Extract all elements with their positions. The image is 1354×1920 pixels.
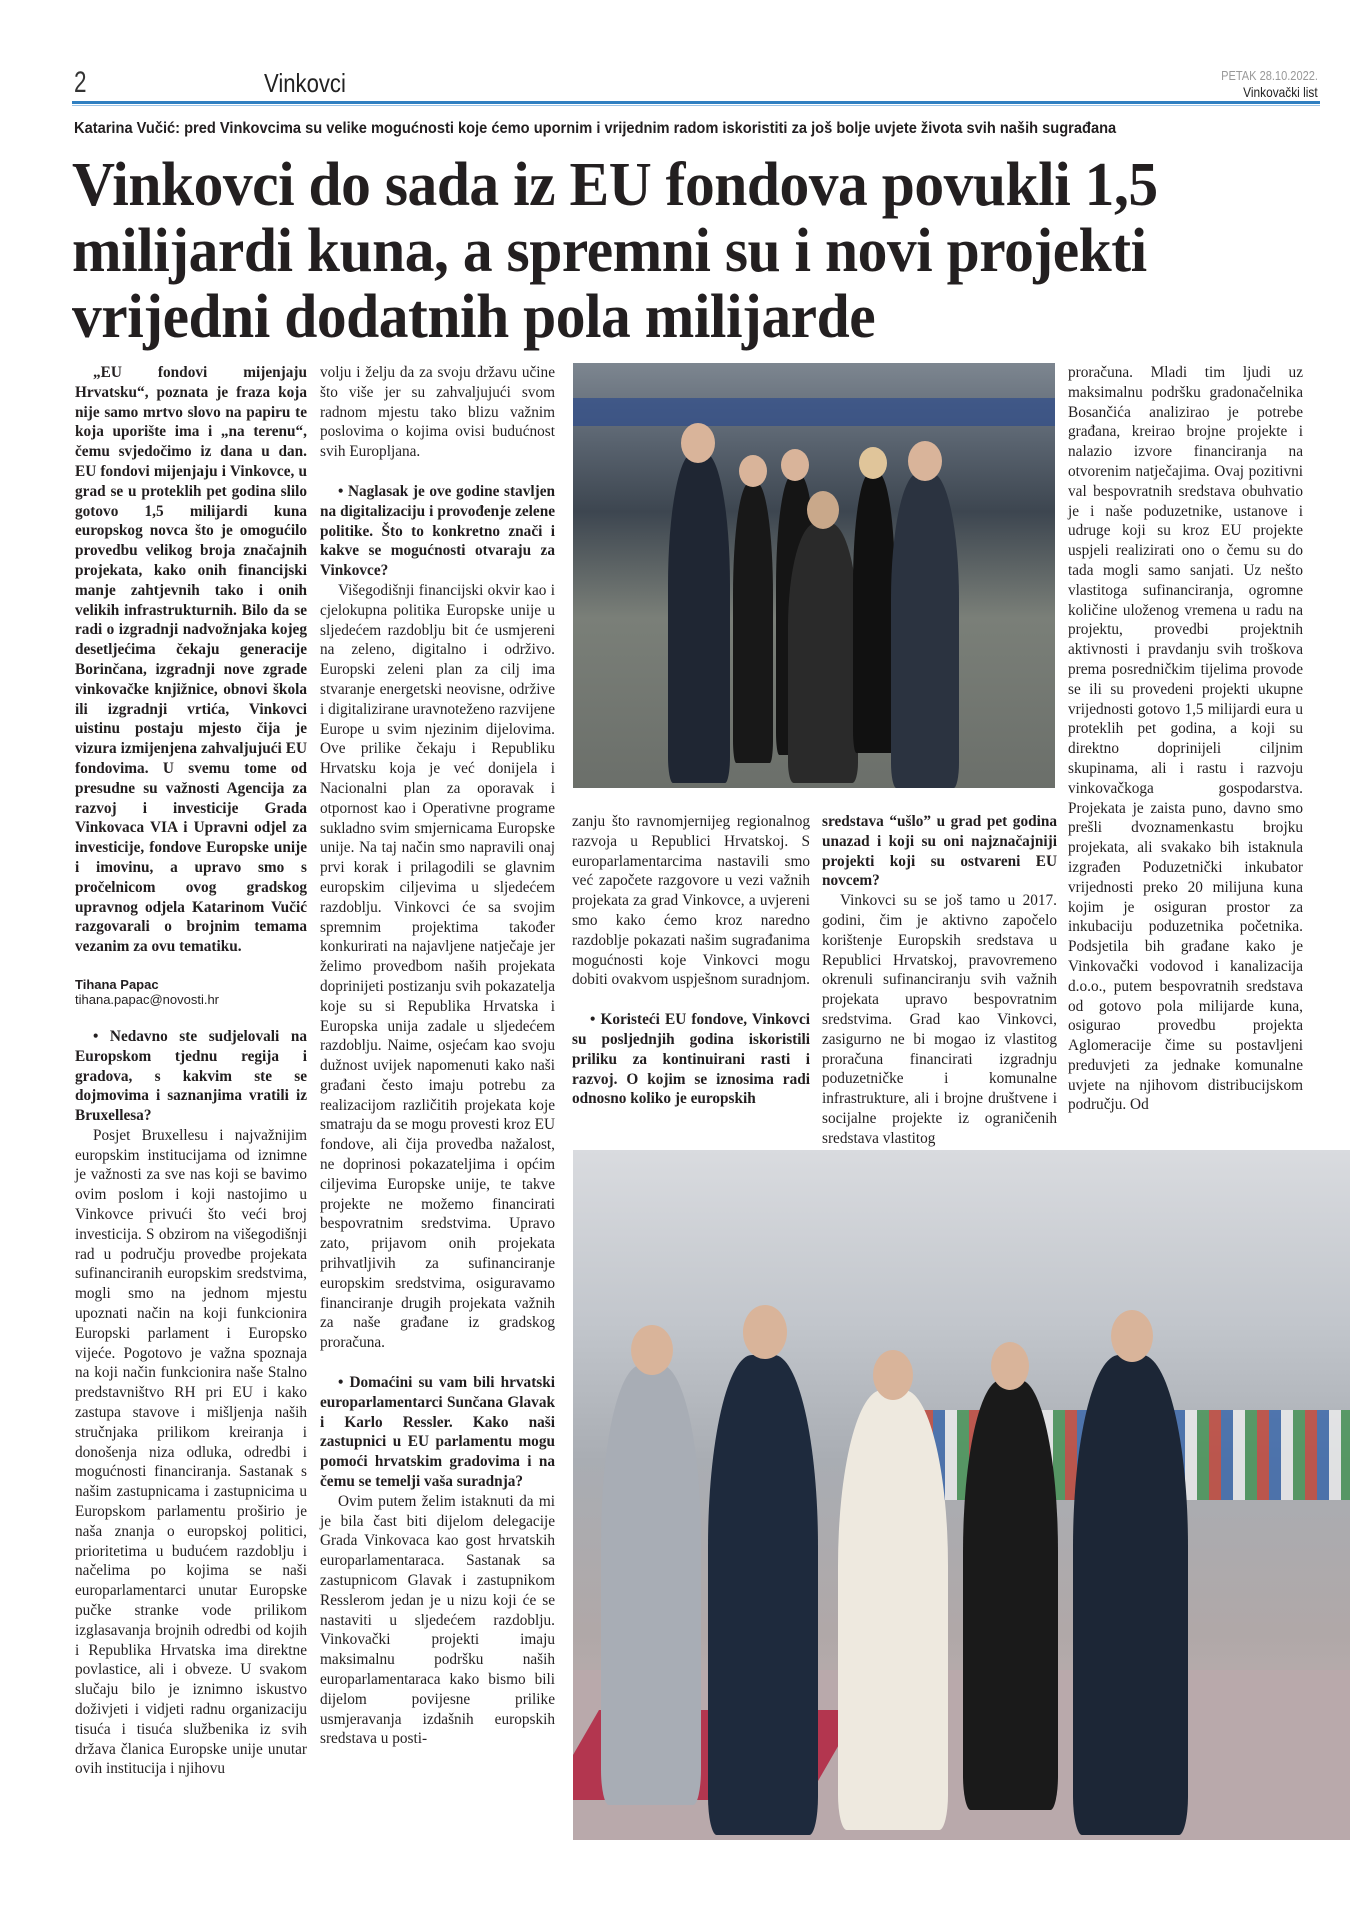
photo-person — [668, 453, 730, 783]
question-3: • Domaćini su vam bili hrvatski europarlamentarci Sunčana Glavak i Karlo Ressler. Kako naši zastupnici u EU parlamentu mogu pomoći hrvatskim gradovima i na čemu se temelji vaša suradnja? — [320, 1374, 555, 1491]
header-rule — [72, 101, 1320, 104]
photo-person — [838, 1390, 948, 1830]
photo-person — [733, 483, 773, 763]
answer-3-continued: zanju što ravnomjernijeg regionalnog razvoja u Republici Hrvatskoj. S europarlamentarcima nastavili smo već započete razgovore u vezi važnih projekata za grad Vinkovce, a uvjereni smo kako ćemo kroz naredno razdoblje pokazati našim sugrađanima mogućnosti koje Vinkovci mogu dobiti ovakvom uspješnom suradnjom. — [572, 813, 810, 989]
answer-4-continued: proračuna. Mladi tim ljudi uz maksimalnu podršku gradonačelnika Bosančića analizirao je potrebe građana, kreirao brojne projekte i nalazio izvore financiranja na otvorenim natječajima. Ovaj pozitivni val bespovratnih sredstava obuhvatio je i naše poduzetnike, ustanove i udruge koji su kroz EU projekte uspjeli realizirati ono o čemu su do tada mogli samo sanjati. Uz nešto vlastitoga sufinanciranja, ogromne količine uloženog vremena u radu na projektu, provedbi projektnih aktivnosti i pravdanju svih troškova prema posredničkim tijelima provode se ili su provedeni projekti ukupne vrijednosti gotovo 1,5 milijardi eura u proteklih pet godina, a koji su direktno doprinijeli ciljnim skupinama, ali i rastu i razvoju vinkovačkoga gospodarstva. Projekata je zaista puno, davno smo prešli dvoznamenkastu brojku projekata, ali svakako bih istaknula izgrađen Poduzetnički inkubator vrijednosti preko 20 milijuna kuna kojim je osiguran prostor za inkubaciju poduzetnika početnika. Podsjetila bih građane kako je Vinkovački vodovod i kanalizacija d.o.o., putem bespovratnih sredstava od gotovo pola milijarde kuna, osigurao provedbu projekta Aglomeracije čime su postavljeni preduvjeti za jednake komunalne uvjete na njihovom distribucijskom području. Od — [1068, 364, 1303, 1114]
photo-person — [853, 473, 895, 753]
photo-person — [1073, 1355, 1188, 1835]
photo-person-head — [807, 491, 839, 529]
photo-person-head — [908, 441, 942, 481]
issue-date: PETAK 28.10.2022. — [1221, 68, 1318, 83]
question-1: • Nedavno ste sudjelovali na Europskom tjednu regija i gradova, s kakvim ste se dojmovima i saznanjima vratili iz Bruxellesa? — [75, 1027, 307, 1125]
photo-person-head — [743, 1305, 787, 1359]
column-2 — [320, 363, 555, 1749]
answer-1: Posjet Bruxellesu i najvažnijim europskim institucijama od iznimne je važnosti za sve nas koji se bavimo ovim poslom i koji nastojimo u Vinkovce privući što veći broj investicija. S obzirom na višegodišnji rad u području provedbe projekata sufinanciranih europskim sredstvima, mogli smo na jednom mjestu upoznati način na koji funkcionira Europski parlament i Europsko vijeće. Pogotovo je važna spoznaja na koji način funkcionira naše Stalno predstavništvo RH pri EU i kako zastupa stavove i mišljenja naših stručnjaka prilikom kreiranja i donošenja niza odluka, odredbi i mogućnosti financiranja. Sastanak s našim zastupnicama i zastupnicima u Europskom parlamentu proširio je naša znanja o europskoj politici, prioritetima u budućem razdoblju i načelima po kojima se naši europarlamentarci unutar Europske pučke stranke vode prilikom izglasavanja brojnih odredbi od kojih i Republika Hrvatska ima direktne povlastice, ali i obveze. U svakom slučaju bilo je iznimno iskustvo doživjeti i vidjeti radnu organizaciju tisuća i tisuća službenika iz svih država članica Europske unije unutar ovih institucija i njihovu — [75, 1126, 307, 1778]
article-headline: Vinkovci do sada iz EU fondova povukli 1,5 milijardi kuna, a spremni su i novi projekti vrijedni dodatnih pola milijarde — [72, 151, 1158, 351]
photo-person-head — [873, 1350, 913, 1400]
header-rule-thin — [72, 105, 1320, 106]
answer-4: Vinkovci su se još tamo u 2017. godini, čim je aktivno započelo korištenje Europskih sredstava u Republici Hrvatskoj, pravovremeno okrenuli sufinanciranju svih važnih projekata upravo bespovratnim sredstvima. Grad kao Vinkovci, zasigurno ne bi mogao iz vlastitog proračuna financirati izgradnju poduzetničke i komunalne infrastrukture, ali i brojne društvene i socijalne projekte iz ograničenih sredstava vlastitog — [822, 892, 1057, 1147]
photo-person-head — [859, 447, 887, 479]
author-email[interactable]: tihana.papac@novosti.hr — [75, 991, 220, 1007]
author-name: Tihana Papac — [75, 976, 159, 992]
photo-person — [788, 523, 858, 783]
article-kicker: Katarina Vučić: pred Vinkovcima su velike mogućnosti koje ćemo upornim i vrijednim radom iskoristiti za još bolje uvjete života svih naših sugrađana — [74, 120, 1117, 137]
publication-name: Vinkovački list — [1243, 84, 1318, 100]
answer-2: Višegodišnji financijski okvir kao i cjelokupna politika Europske unije u sljedećem razdoblju bit će usmjereni na zeleno, digitalno i održivo. Europski zeleni plan za cilj ima stvaranje energetski neovisne, održive i digitalizirane uravnoteženo razvijene Europe u svim njezinim dijelovima. Ove prilike čekaju i Republiku Hrvatsku koja je već donijela i Nacionalni plan za oporavak i otpornost kao i Operativne programe sukladno svim smjernicama Europske unije. Na taj način smo napravili onaj prvi korak i prilagodili se glavnim europskim ciljevima u sljedećem razdoblju. Vinkovci će sa svojim spremnim projektima također konkurirati na najavljene natječaje jer želimo provedbom naših projekata doprinijeti postizanju svih pokazatelja koje su si Republika Hrvatska i Europska unija zadale u sljedećem razdoblju. Naime, osjećam kao svoju dužnost uvijek napomenuti kako naši građani često imaju potrebu za realizacijom različitih projekata koje smatraju da se mogu provesti kroz EU fondove, ali čija provedba nažalost, ne doprinosi pokazateljima i općim ciljevima Europske unije, te takve projekte ne možemo financirati bespovratnim sredstvima. Upravo zato, prijavom onih projekata prihvatljivih za sufinanciranje europskim sredstvima, osiguravamo financiranje drugih projekata važnih za naše građane iz gradskog proračuna. — [320, 581, 555, 1352]
question-2: • Naglasak je ove godine stavljen na digitalizaciju i provođenje zelene politike. Što to konkretno znači i kakve se mogućnosti otvaraju za Vinkovce? — [320, 482, 555, 580]
photo-person — [891, 473, 959, 788]
column-4 — [822, 812, 1057, 1149]
photo-person-head — [781, 449, 809, 481]
column-5 — [1068, 363, 1303, 1115]
page-number: 2 — [74, 66, 87, 99]
photo-person-head — [681, 423, 715, 463]
photo-person-head — [991, 1342, 1029, 1390]
question-4: • Koristeći EU fondove, Vinkovci su posljednjih godina iskoristili priliku za kontinuirani rasti i razvoj. O kojim se iznosima radi odnosno koliko je europskih — [572, 1011, 810, 1108]
photo-person — [708, 1355, 818, 1835]
photo-delegation-parliament-hall — [573, 363, 1055, 788]
column-3 — [572, 812, 810, 1109]
photo-person-head — [739, 455, 767, 487]
photo-person — [963, 1380, 1058, 1810]
column-1 — [75, 363, 307, 1779]
answer-1-continued: volju i želju da za svoju državu učine što više jer su zahvaljujući svom radnom mjestu tako blizu važnim poslovima o kojima ovisi budućnost svih Europljana. — [320, 364, 555, 461]
article-lead: „EU fondovi mijenjaju Hrvatsku“, poznata je fraza koja nije samo mrtvo slovo na papiru te koja uporište ima i „na terenu“, čemu svjedočimo iz dana u dan. EU fondovi mijenjaju i Vinkovce, u grad se u proteklih pet godina slilo gotovo 1,5 milijardi kuna europskog novca što je omogućilo provedbu velikog broja značajnih projekata, kako onih financijski manje zahtjevnih tako i onih velikih infrastrukturnih. Bilo da se radi o izgradnji nadvožnjaka kojeg desetljećima čekaju generacije Borinčana, izgradnji nove zgrade vinkovačke knjižnice, obnovi škola ili izgradnji vrtića, Vinkovci uistinu postaju mjesto čija je vizura izmijenjena zahvaljujući EU fondovima. U svemu tome od presudne su važnosti Agencija za razvoj i investicije Grada Vinkovaca VIA i Upravni odjel za investicije, fondove Europske unije i imovinu, a upravo smo s pročelnicom ovog gradskog upravnog odjela Katarinom Vučić razgovarali o brojnim temama vezanim za ovu tematiku. — [75, 364, 307, 956]
photo-screens-strip — [573, 398, 1055, 426]
photo-delegation-eu-council-hall — [573, 1150, 1350, 1840]
photo-person-head — [1111, 1310, 1153, 1362]
section-title: Vinkovci — [264, 68, 346, 98]
question-4-continued: sredstava “ušlo” u grad pet godina unazad i koji su oni najznačajniji projekti koji su ostvareni EU novcem? — [822, 813, 1057, 890]
answer-3: Ovim putem želim istaknuti da mi je bila čast biti dijelom delegacije Grada Vinkovaca kao gost hrvatskih europarlamentaraca. Sastanak sa zastupnicom Glavak i zastupnikom Resslerom jedan je u nizu koji će se nastaviti u sljedećem razdoblju. Vinkovački projekti imaju maksimalnu podršku naših europarlamentaraca kako bismo bili dijelom povijesne prilike usmjeravanja izdašnih europskih sredstava u posti- — [320, 1492, 555, 1748]
photo-person — [601, 1365, 701, 1805]
photo-person-head — [631, 1325, 673, 1375]
